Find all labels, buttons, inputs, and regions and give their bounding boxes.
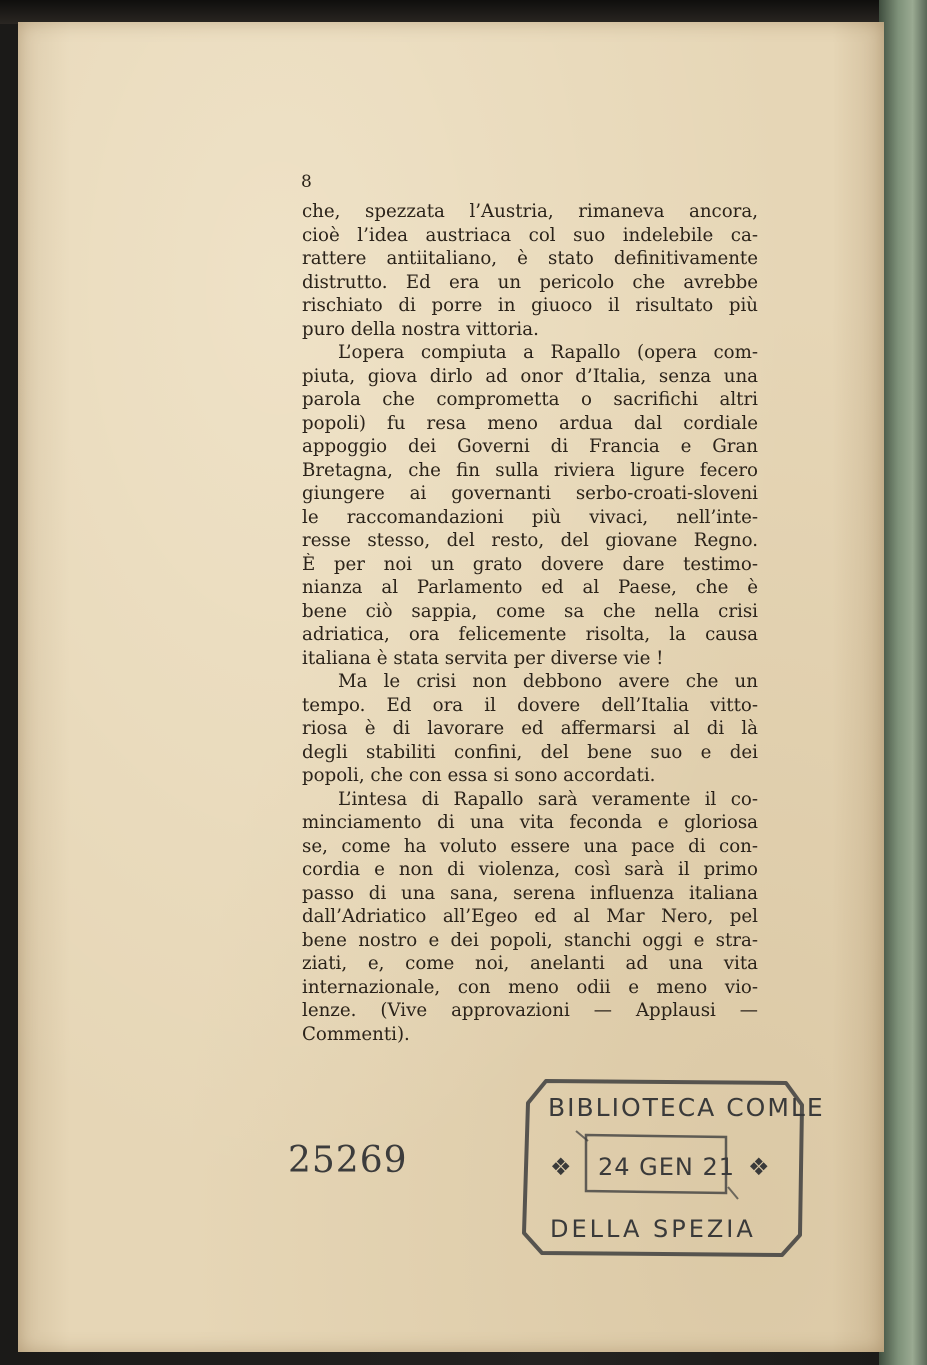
paragraph-2 [302,341,758,670]
fleur-ornament-icon: ❖ [748,1153,770,1181]
text-line: bene nostro e dei popoli, stanchi oggi e stra- [302,929,758,951]
text-line: L’opera compiuta a Rapallo (opera com- [338,342,758,363]
text-line: riosa è di lavorare ed affermarsi al di là [302,718,758,739]
text-line: adriatica, ora felicemente risolta, la causa [302,624,758,645]
text-line: dall’Adriatico all’Egeo ed al Mar Nero, pel [302,906,758,927]
text-line: popoli, che con essa si sono accordati. [302,765,656,786]
text-line: nianza al Parlamento ed al Paese, che è [302,577,758,598]
text-line: passo di una sana, serena influenza italiana [302,882,758,904]
paragraph-1 [302,200,758,341]
stamp-city: DELLA SPEZIA [550,1215,756,1243]
page-number: 8 [301,172,312,192]
text-line: rischiato di porre in giuoco il risultato più [302,295,758,316]
fleur-ornament-icon: ❖ [550,1153,572,1181]
text-line: popoli) fu resa meno ardua dal cordiale [302,412,758,434]
text-line: Commenti). [302,1023,410,1045]
text-line: ziati, e, come noi, anelanti ad una vita [302,953,758,974]
text-line: tempo. Ed ora il dovere dell’Italia vitto- [302,694,758,716]
text-line: È per noi un grato dovere dare testimo- [302,553,758,575]
body-text [302,200,758,1046]
text-line: resse stesso, del resto, del giovane Regno. [302,530,758,551]
scan-top-edge [0,0,927,24]
book-cover-edge [879,0,927,1365]
text-line: che, spezzata l’Austria, rimaneva ancora, [302,201,758,222]
text-line: giungere ai governanti serbo-croati-sloveni [302,483,758,504]
text-line: parola che comprometta o sacrifichi altri [302,389,758,410]
text-line: le raccomandazioni più vivaci, nell’inte- [302,506,758,528]
text-line: puro della nostra vittoria. [302,318,539,340]
text-line: degli stabiliti confini, del bene suo e dei [302,741,758,763]
text-line: rattere antiitaliano, è stato definitivamente [302,248,758,269]
stamp-date: 24 GEN 21 [598,1153,736,1181]
text-line: bene ciò sappia, come sa che nella crisi [302,600,758,622]
text-line: piuta, giova dirlo ad onor d’Italia, senza una [302,365,758,387]
paragraph-4 [302,788,758,1047]
text-line: distrutto. Ed era un pericolo che avrebbe [302,271,758,293]
text-line: se, come ha voluto essere una pace di con- [302,835,758,857]
paragraph-3 [302,670,758,788]
stamp-library-name: BIBLIOTECA COMLE [548,1093,825,1122]
call-number: 25269 [288,1140,408,1181]
text-line: Ma le crisi non debbono avere che un [338,671,758,692]
library-stamp [516,1075,825,1260]
text-line: lenze. (Vive approvazioni — Applausi — [302,1000,758,1021]
text-line: italiana è stata servita per diverse vie ! [302,647,664,669]
text-line: Bretagna, che fin sulla riviera ligure fecero [302,459,758,481]
text-line: cioè l’idea austriaca col suo indelebile ca- [302,224,758,246]
text-line: minciamento di una vita feconda e gloriosa [302,812,758,833]
text-line: appoggio dei Governi di Francia e Gran [302,436,758,457]
text-line: cordia e non di violenza, così sarà il primo [302,859,758,880]
text-line: L’intesa di Rapallo sarà veramente il co- [338,788,758,810]
text-line: internazionale, con meno odii e meno vio- [302,976,758,998]
